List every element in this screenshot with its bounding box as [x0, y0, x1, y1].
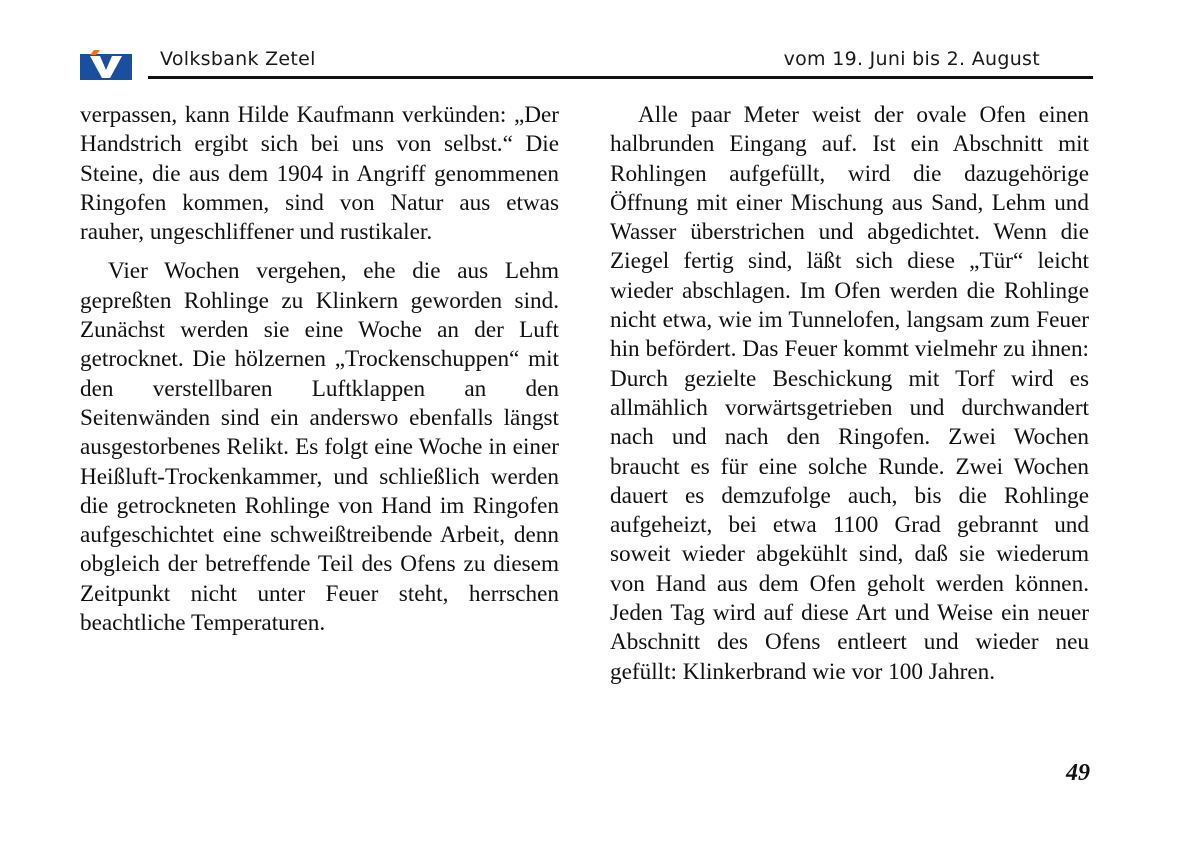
left-paragraph-2: Vier Wochen vergehen, ehe die aus Lehm gepreßten Rohlinge zu Klinkern geworden sind. Zunächst werden sie eine Woche an der Luft getrocknet. Die hölzernen „Trockenschuppen“ mit den verstellbaren Luftklappen an den Seitenwänden sind ein anderswo ebenfalls längst ausgestorbenes Relikt. Es folgt eine Woche in einer Heißluft-Trockenkammer, und schließlich werden die getrockneten Rohlinge von Hand im Ringofen aufgeschichtet eine schweißtreibende Arbeit, denn obgleich der betreffende Teil des Ofens zu diesem Zeitpunkt nicht unter Feuer steht, herrschen beachtliche Temperaturen. — [80, 258, 559, 637]
page-number: 49 — [1066, 760, 1090, 786]
volksbank-logo-icon — [80, 50, 132, 80]
right-column — [610, 101, 1089, 697]
header-divider — [148, 76, 1093, 79]
date-range: vom 19. Juni bis 2. August — [783, 48, 1040, 70]
left-column — [80, 101, 559, 648]
right-paragraph-1: Alle paar Meter weist der ovale Ofen einen halbrunden Eingang auf. Ist ein Abschnitt mit Rohlingen aufgefüllt, wird die dazugehörige Öffnung mit einer Mischung aus Sand, Lehm und Wasser überstrichen und abgedichtet. Wenn die Ziegel fertig sind, läßt sich diese „Tür“ leicht wieder abschlagen. Im Ofen werden die Rohlinge nicht etwa, wie im Tunnelofen, langsam zum Feuer hin befördert. Das Feuer kommt vielmehr zu ihnen: Durch gezielte Beschickung mit Torf wird es allmählich vorwärtsgetrieben und durchwandert nach und nach den Ringofen. Zwei Wochen braucht es für eine solche Runde. Zwei Wochen dauert es demzufolge auch, bis die Rohlinge aufgeheizt, bei etwa 1100 Grad gebrannt und soweit wieder abgekühlt sind, daß sie wiederum von Hand aus dem Ofen geholt werden können. Jeden Tag wird auf diese Art und Weise ein neuer Abschnitt des Ofens entleert und wieder neu gefüllt: Klinkerbrand wie vor 100 Jahren. — [610, 102, 1089, 685]
bank-name: Volksbank Zetel — [160, 48, 316, 70]
page-header — [80, 46, 1093, 80]
left-paragraph-1: verpassen, kann Hilde Kaufmann verkünden: „Der Handstrich ergibt sich bei uns von selbst.“ Die Steine, die aus dem 1904 in Angriff genommenen Ringofen kommen, sind von Natur aus etwas rauher, ungeschliffener und rustikaler. — [80, 102, 559, 246]
